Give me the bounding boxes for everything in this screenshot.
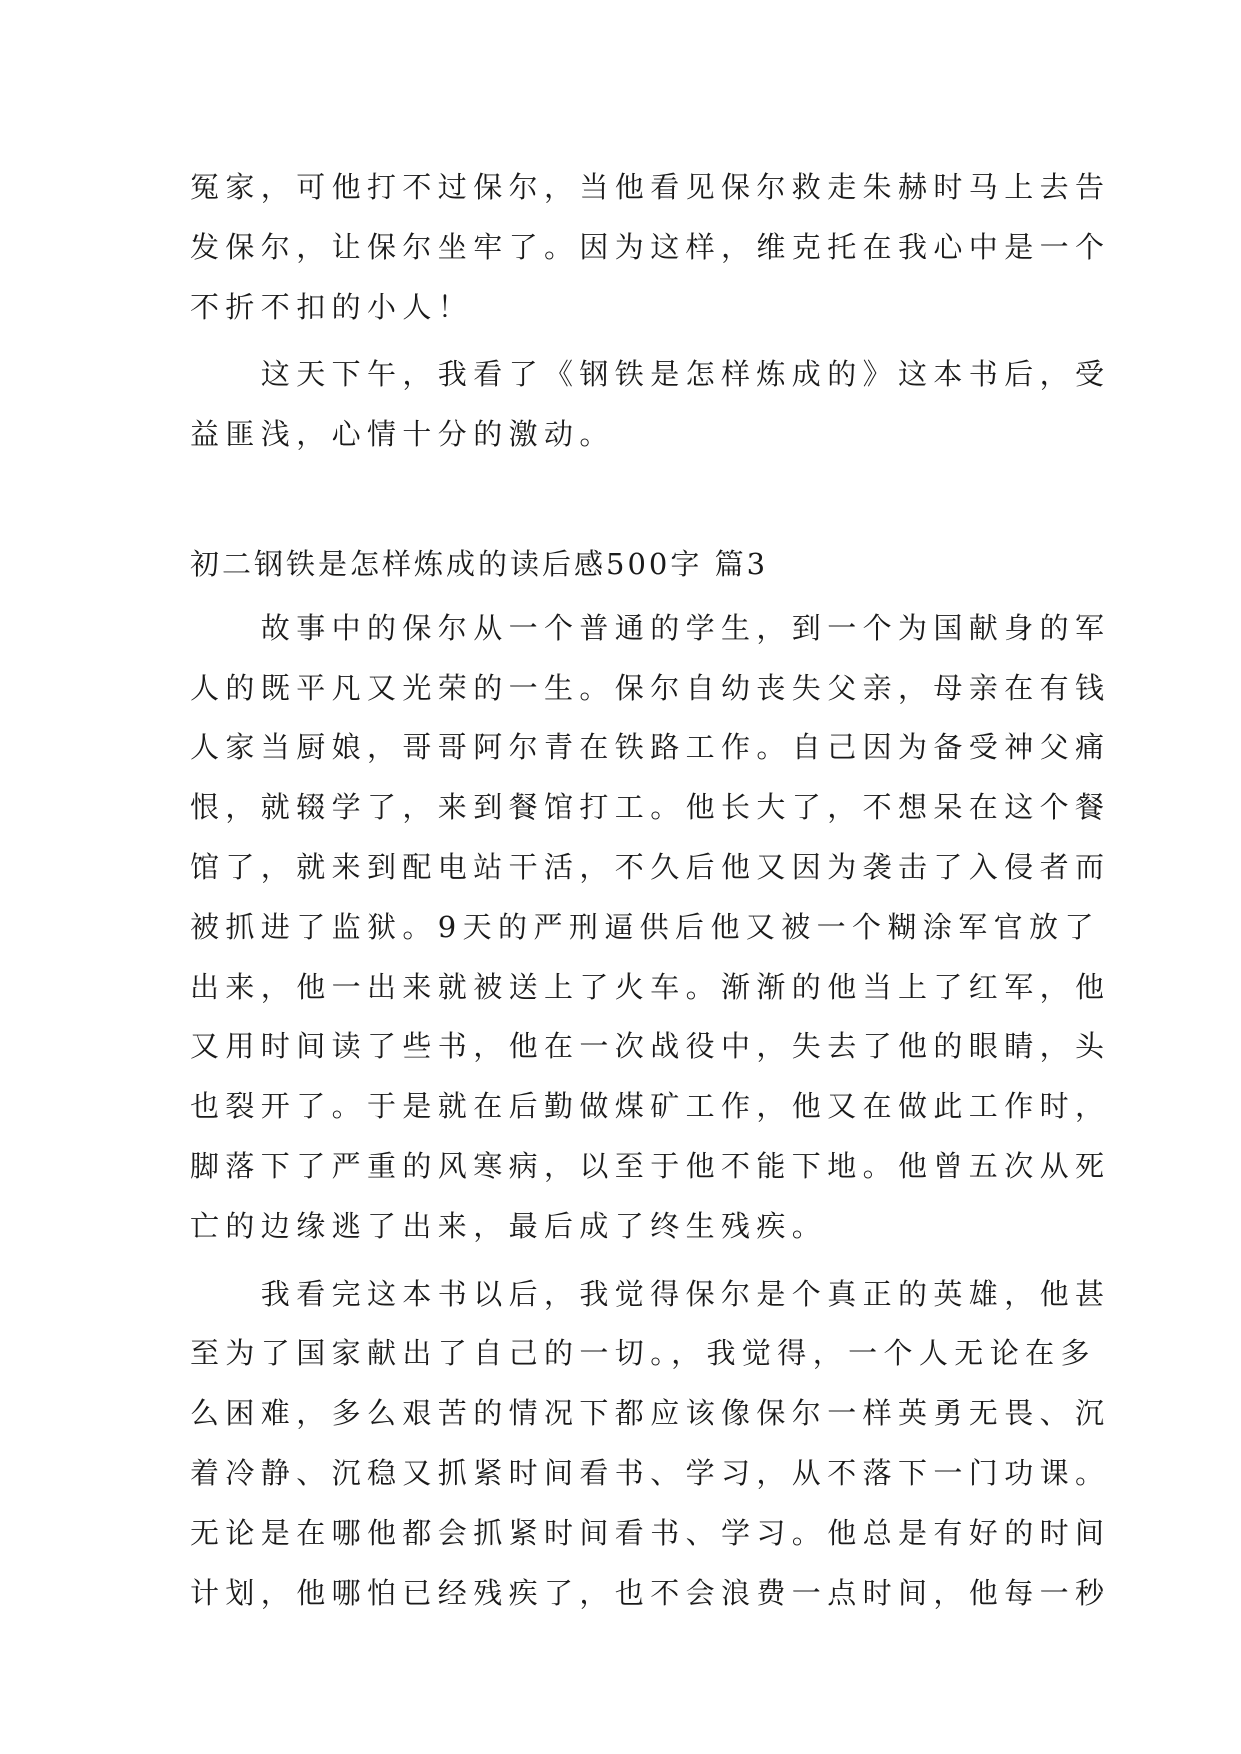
- text-line: 人家当厨娘，哥哥阿尔青在铁路工作。自己因为备受神父痛: [190, 730, 1111, 765]
- text-line: 亡的边缘逃了出来，最后成了终生残疾。: [190, 1208, 828, 1243]
- paragraph: [190, 345, 1111, 465]
- section-heading: [190, 535, 1070, 595]
- text-line: 么困难，多么艰苦的情况下都应该像保尔一样英勇无畏、沉: [190, 1396, 1111, 1431]
- heading-text: 初二钢铁是怎样炼成的读后感500字 篇3: [190, 546, 769, 581]
- paragraph: [190, 158, 1111, 337]
- text-line: 也裂开了。于是就在后勤做煤矿工作，他又在做此工作时，: [190, 1089, 1111, 1124]
- text-line: 我看完这本书以后，我觉得保尔是个真正的英雄，他甚: [190, 1276, 1111, 1311]
- text-line: 出来，他一出来就被送上了火车。渐渐的他当上了红军，他: [190, 969, 1111, 1004]
- text-line: 至为了国家献出了自己的一切。，我觉得，一个人无论在多: [190, 1336, 1096, 1371]
- text-line: 人的既平凡又光荣的一生。保尔自幼丧失父亲，母亲在有钱: [190, 670, 1111, 705]
- text-line: 故事中的保尔从一个普通的学生，到一个为国献身的军: [190, 610, 1111, 645]
- text-line: 发保尔，让保尔坐牢了。因为这样，维克托在我心中是一个: [190, 229, 1111, 264]
- text-line: 不折不扣的小人！: [190, 289, 474, 324]
- text-line: 脚落下了严重的风寒病，以至于他不能下地。他曾五次从死: [190, 1148, 1111, 1183]
- text-line: 着冷静、沉稳又抓紧时间看书、学习，从不落下一门功课。: [190, 1455, 1111, 1490]
- paragraph: [190, 1265, 1111, 1624]
- text-line: 这天下午，我看了《钢铁是怎样炼成的》这本书后，受: [190, 357, 1111, 392]
- text-line: 冤家，可他打不过保尔，当他看见保尔救走朱赫时马上去告: [190, 170, 1111, 204]
- text-line: 被抓进了监狱。9天的严刑逼供后他又被一个糊涂军官放了: [190, 909, 1100, 944]
- text-line: 无论是在哪他都会抓紧时间看书、学习。他总是有好的时间: [190, 1515, 1111, 1550]
- text-line: 恨，就辍学了，来到餐馆打工。他长大了，不想呆在这个餐: [190, 790, 1111, 825]
- text-line: 计划，他哪怕已经残疾了，也不会浪费一点时间，他每一秒: [190, 1575, 1111, 1610]
- paragraph: [190, 599, 1111, 1257]
- text-column: [190, 158, 1111, 1623]
- text-line: 馆了，就来到配电站干活，不久后他又因为袭击了入侵者而: [190, 849, 1111, 884]
- text-line: 又用时间读了些书，他在一次战役中，失去了他的眼睛，头: [190, 1029, 1111, 1064]
- text-line: 益匪浅，心情十分的激动。: [190, 417, 615, 452]
